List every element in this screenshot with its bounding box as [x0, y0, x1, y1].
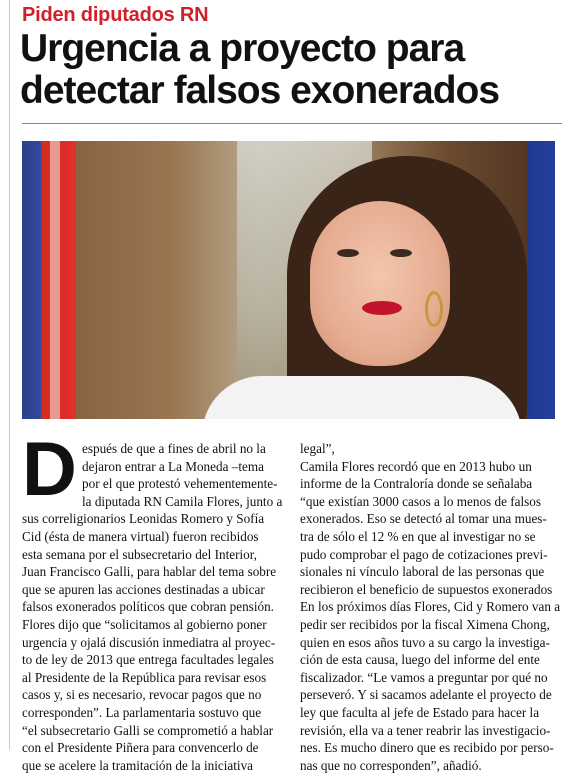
portrait-eye-right — [390, 249, 412, 257]
article-line: to de ley de 2013 que entrega facultades legales — [22, 652, 274, 668]
article-line: espués de que a fines de abril no la — [82, 441, 266, 456]
article-line: exonerados. Eso se detectó al tomar una mues- — [300, 511, 547, 527]
flag-highlight — [50, 141, 60, 419]
article-line: “que existían 3000 casos a lo menos de falsos — [300, 493, 541, 509]
article-line: la diputada RN Camila Flores, junto a — [82, 493, 283, 509]
flag-right — [527, 141, 555, 419]
article-line: con el Presidente Piñera para convencerlo de — [22, 740, 259, 756]
article-line: legal”, — [300, 441, 335, 456]
article-line: ción de esta causa, luego del informe del ente — [300, 652, 540, 668]
article-line: Camila Flores recordó que en 2013 hubo un — [300, 458, 532, 474]
portrait-shirt — [202, 376, 522, 419]
article-line: informe de la Contraloría donde se señalaba — [300, 476, 533, 492]
article-line: casos y, si es necesario, revocar pagos que no — [22, 687, 262, 703]
article-line: quien en esos años tuvo a su cargo la investiga- — [300, 634, 550, 650]
drop-cap: D — [22, 427, 77, 512]
article-line: al Presidente de la República para revisar esos — [22, 669, 267, 685]
article-line: por el que protestó vehementemente- — [82, 476, 278, 492]
article-line: nas que no corresponden”, añadió. — [300, 757, 482, 773]
headline-line-1: Urgencia a proyecto para — [20, 27, 465, 70]
article-column-1 — [22, 427, 284, 774]
chile-flag-left — [22, 141, 76, 419]
article-line: recibieron el beneficio de supuestos exonerados — [300, 581, 553, 597]
article-line: sionales ni vínculo laboral de las personas que — [300, 564, 545, 580]
portrait-earring — [425, 291, 443, 327]
article-line: falsos exonerados políticos que cobran pensión. — [22, 599, 274, 615]
article-line: perseveró. Y si sacamos adelante el proyecto de — [300, 687, 552, 703]
article-line: corresponden”. La parlamentaria sostuvo que — [22, 704, 262, 720]
article-line: nes. Es mucho dinero que es recibido por perso- — [300, 740, 554, 756]
article-line: pudo comprobar el pago de cotizaciones previ- — [300, 546, 548, 562]
article-line: Flores dijo que “solicitamos al gobierno poner — [22, 616, 267, 632]
headline — [20, 28, 565, 112]
article-line: urgencia y ojalá discusión inmediatra al proyec- — [22, 634, 276, 650]
headline-divider — [22, 123, 562, 124]
kicker: Piden diputados RN — [22, 4, 209, 26]
article-line: pedir ser recibidos por la fiscal Ximena Chong, — [300, 616, 550, 632]
article-line: tra de sólo el 12 % en que al investigar no se — [300, 528, 536, 544]
article-line: fiscalizador. “Le vamos a preguntar por qué no — [300, 669, 548, 685]
article-line: esta semana por el subsecretario del Interior, — [22, 546, 257, 562]
article-photo — [22, 141, 555, 419]
article-line: ley que faculta al jefe de Estado para hacer la — [300, 704, 540, 720]
article-line: que se apuren las acciones destinadas a ubicar — [22, 581, 265, 597]
article-line: En los próximos días Flores, Cid y Romero van a — [300, 599, 561, 615]
article-line: “el subsecretario Galli se comprometió a hablar — [22, 722, 274, 738]
page-margin-rule — [9, 0, 10, 750]
article-line: Cid (ésta de manera virtual) fueron recibidos — [22, 528, 259, 544]
article-line: Juan Francisco Galli, para hablar del tema sobre — [22, 564, 277, 580]
article-line: sus correligionarios Leonidas Romero y Sofía — [22, 511, 265, 527]
portrait-face — [310, 201, 450, 366]
portrait-eye-left — [337, 249, 359, 257]
portrait-lips — [362, 301, 402, 315]
article-line: que se acelere la tramitación de la iniciativa — [22, 757, 254, 773]
article-column-2 — [300, 440, 560, 774]
headline-line-2: detectar falsos exonerados — [20, 69, 500, 112]
article-line: revisión, ella va a tener reabrir las investigacio- — [300, 722, 551, 738]
article-line: dejaron entrar a La Moneda –tema — [82, 458, 264, 474]
